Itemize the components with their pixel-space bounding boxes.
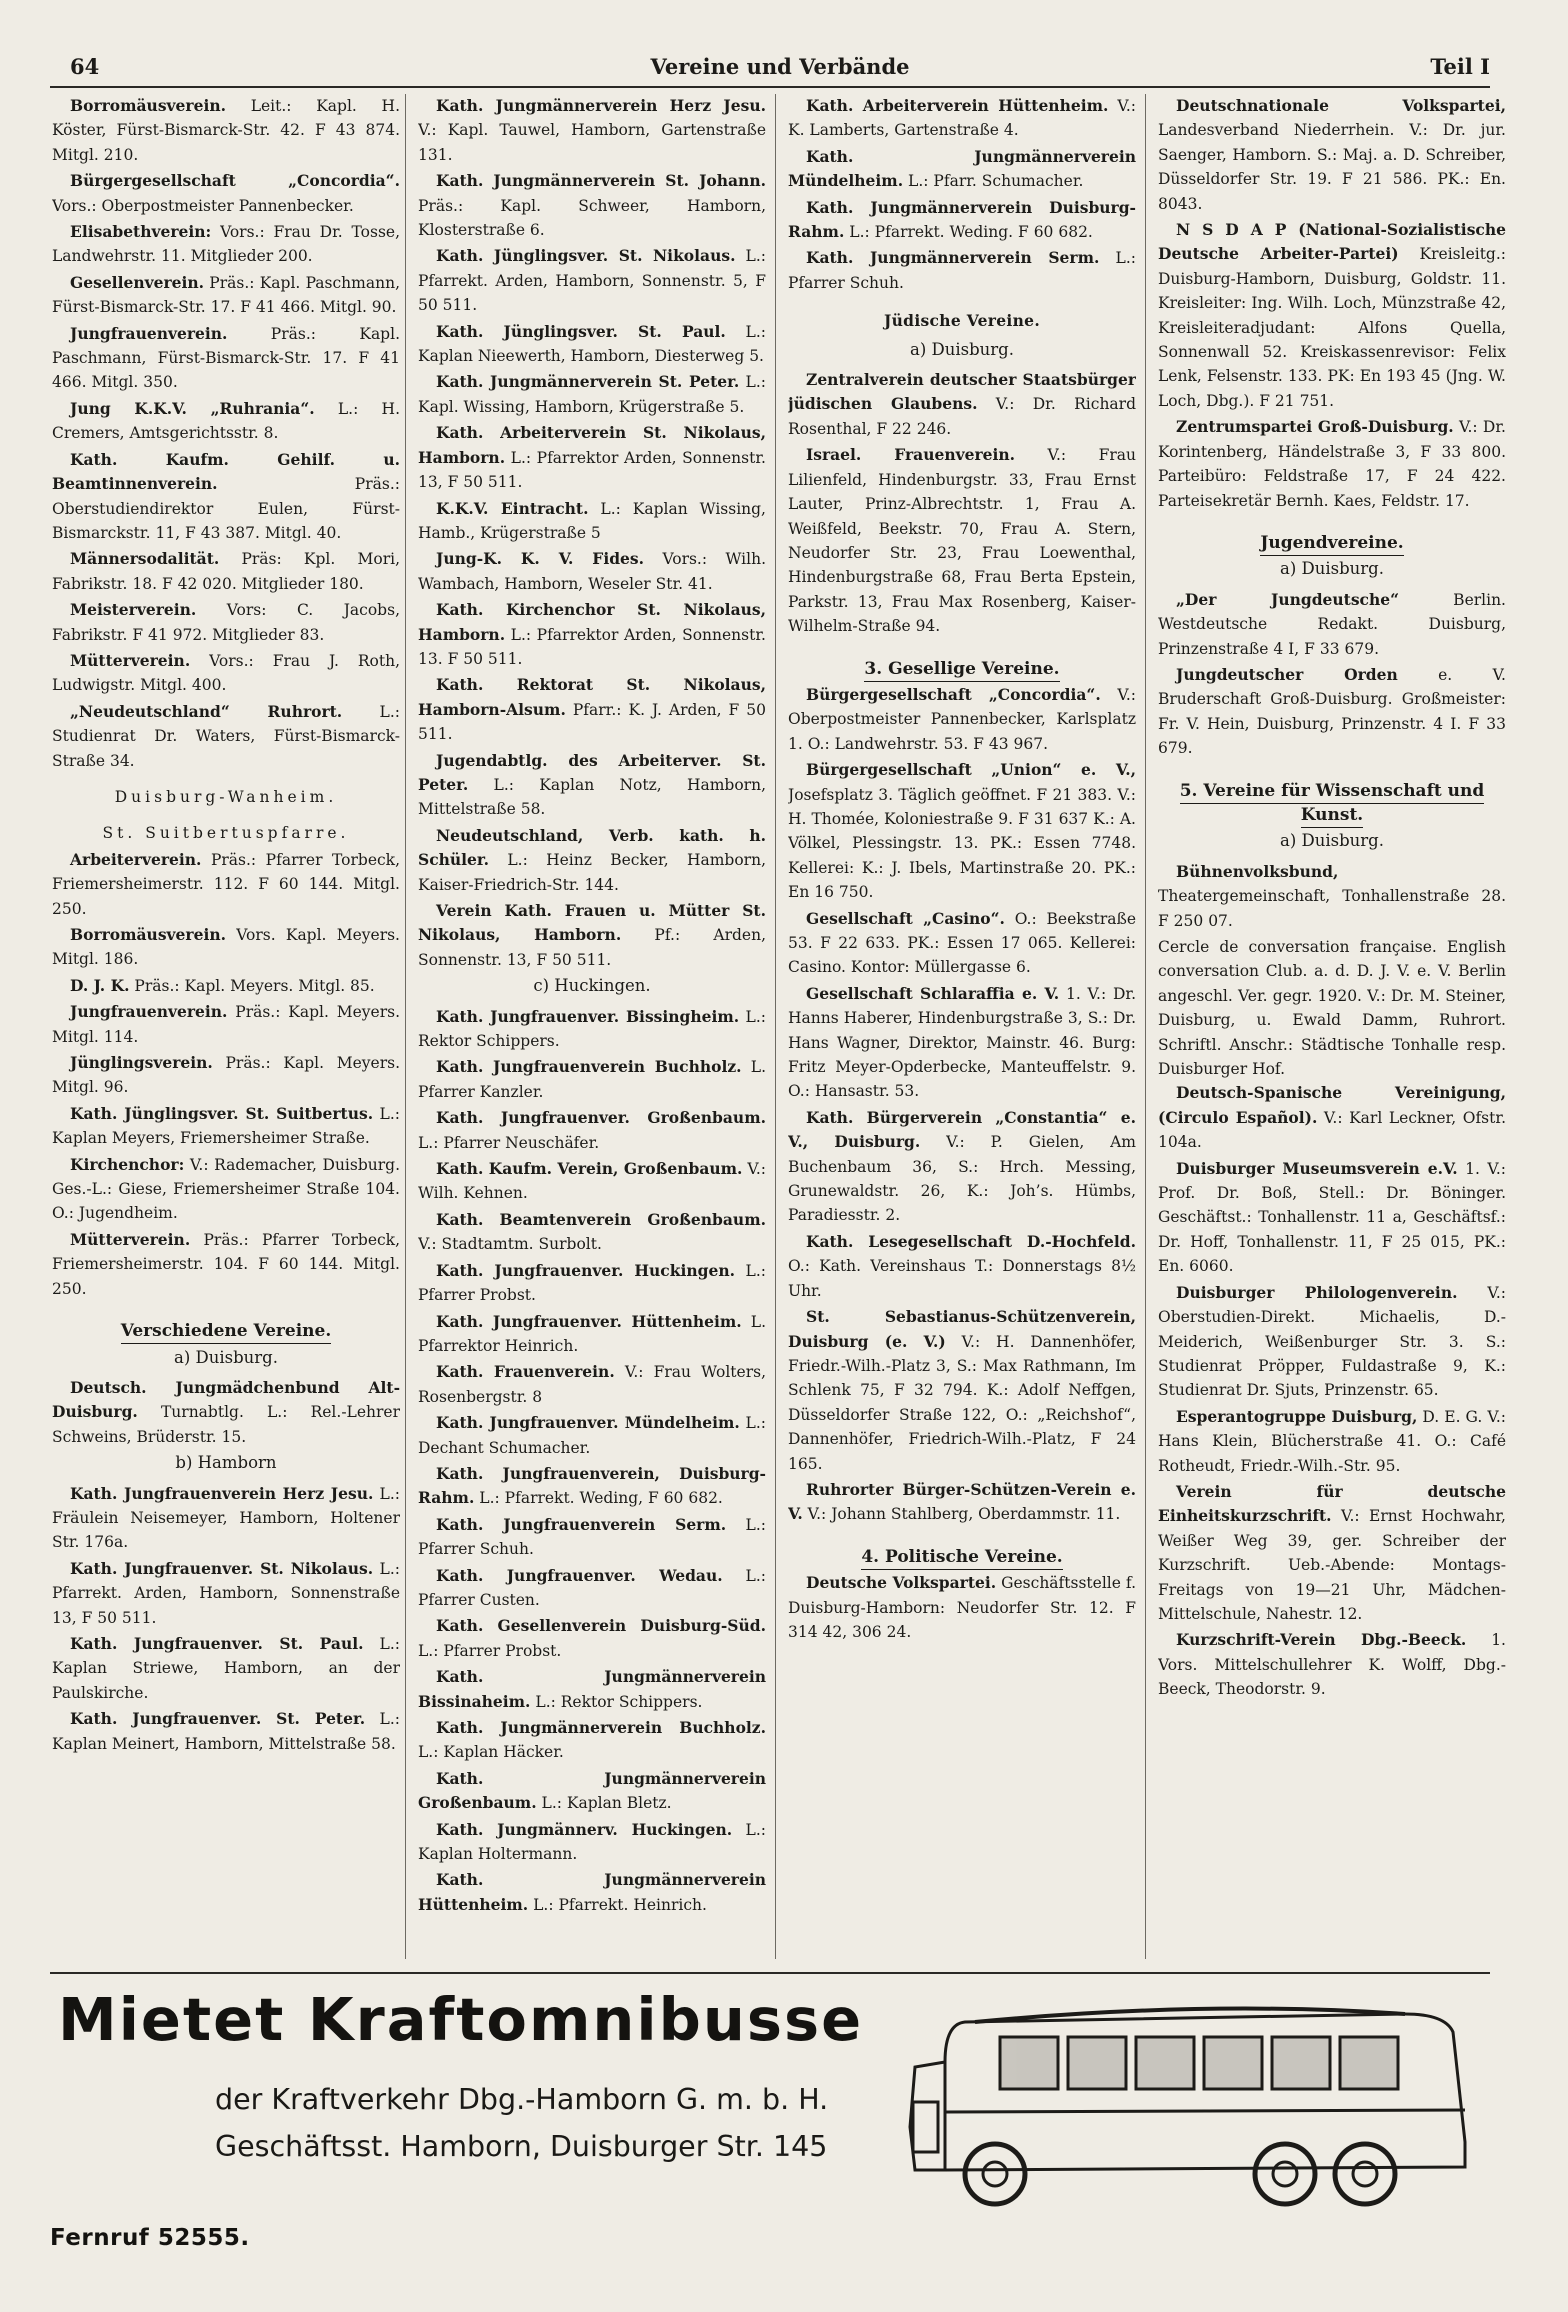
column-divider <box>405 94 406 1959</box>
entry-name: St. Sebastianus-Schützenverein, Duisburg (e. V.) <box>788 1307 1136 1351</box>
entry-name: Jungfrauenverein. <box>70 323 228 343</box>
entry-details: V.: Oberstudien-Direkt. Michaelis, D.-Meiderich, Weißenburger Str. 3. S.: Studienrat Pröpper, Fuldastraße 9, K.: Studienrat Dr. Sjuts, Prinzenstr. 65. <box>1158 1283 1506 1400</box>
entry-name: Kath. Jungfrauenver. St. Peter. <box>70 1709 366 1729</box>
entry-details: L.: Kaplan Meinert, Hamborn, Mittelstraße 58. <box>52 1710 400 1753</box>
entry-name: Kath. Jünglingsver. St. Suitbertus. <box>70 1103 374 1123</box>
section-heading <box>1158 779 1506 828</box>
entry <box>52 1557 400 1630</box>
entry <box>788 683 1136 756</box>
entry-name: Verein für deutsche Einheitskurzschrift. <box>1158 1481 1506 1526</box>
entry-details: Landesverband Niederrhein. V.: Dr. jur. Saenger, Hamborn. S.: Maj. a. D. Schreiber, Düsseldorfer Str. 19. F 21 586. PK.: En. 8043. <box>1158 121 1506 213</box>
bus-wheel <box>1353 2162 1377 2186</box>
bus-wheel <box>1273 2162 1297 2186</box>
locality-heading: Duisburg-Wanheim. <box>114 787 338 806</box>
entry <box>52 1153 400 1226</box>
entry-details: L.: Kaplan Notz, Hamborn, Mittelstraße 58. <box>418 775 766 819</box>
entry-details: L.: Dechant Schumacher. <box>418 1414 766 1457</box>
entry <box>52 1707 400 1756</box>
subsection-heading: a) Duisburg. <box>909 339 1014 359</box>
entry-name: Mütterverein. <box>70 650 191 670</box>
heading-text: 4. Politische Vereine. <box>861 1547 1062 1570</box>
entry-name: Gesellenverein. <box>70 272 205 292</box>
entry-details: L.: Pfarrekt. Weding. F 60 682. <box>844 223 1093 242</box>
entry-details: V.: Wilh. Kehnen. <box>418 1160 766 1203</box>
ad-headline: Mietet Kraftomnibusse <box>58 1985 864 2054</box>
heading-text: Jugendvereine. <box>1260 533 1403 556</box>
entry-details: O.: Kath. Vereinshaus T.: Donnerstags 8½ Uhr. <box>788 1257 1136 1300</box>
entry-details: Präs: Kpl. Mori, Fabrikstr. 18. F 42 020. Mitglieder 180. <box>52 550 400 593</box>
entry-name: Duisburger Philologenverein. <box>1176 1282 1458 1302</box>
entry-name: Kath. Arbeiterverein Hüttenheim. <box>806 96 1109 115</box>
column-1 <box>52 94 400 1964</box>
heading-text: 5. Vereine für Wissenschaft und Kunst. <box>1180 781 1485 828</box>
entry-name: Kath. Jungmännerverein Hüttenheim. <box>418 1870 766 1914</box>
entry-name: Kath. Jünglingsver. St. Paul. <box>436 321 726 341</box>
header-rule <box>50 86 1490 88</box>
entry-details: Turnabtlg. L.: Rel.-Lehrer Schweins, Brüderstr. 15. <box>52 1403 400 1446</box>
entry <box>52 1051 400 1100</box>
entry-name: Jung K.K.V. „Ruhrania“. <box>70 398 315 418</box>
entry <box>418 94 766 167</box>
entry-details: L.: H. Cremers, Amtsgerichtsstr. 8. <box>52 399 400 443</box>
entry-details: Berlin. Westdeutsche Redakt. Duisburg, Prinzenstraße 4 I, F 33 679. <box>1158 590 1506 658</box>
entry <box>418 1767 766 1816</box>
entry-details: Präs.: Oberstudiendirektor Eulen, Fürst-Bismarckstr. 11, F 43 387. Mitgl. 40. <box>52 475 400 542</box>
entry-name: Kirchenchor: <box>70 1154 185 1174</box>
entry-details: Vors.: Wilh. Wambach, Hamborn, Weseler Str. 41. <box>418 550 766 593</box>
entry <box>418 1665 766 1714</box>
entry <box>52 1228 400 1301</box>
entry <box>1158 94 1506 216</box>
entry-name: „Neudeutschland“ Ruhrort. <box>70 701 343 721</box>
entry <box>418 1564 766 1613</box>
entry-details: 1. Vors. Mittelschullehrer K. Wolff, Dbg.-Beeck, Theodorstr. 9. <box>1158 1631 1506 1699</box>
entry-name: Borromäusverein. <box>70 96 226 115</box>
bus-wheel <box>1255 2144 1315 2204</box>
entry-details: V.: H. Dannenhöfer, Friedr.-Wilh.-Platz 3, S.: Max Rathmann, Im Schlenk 75, F 32 794. K.: Adolf Neffgen, Düsseldorfer Straße 122, O.: „Reichshof“, Dannenhöfer, Friedrich-Wilh.-Platz, F 24 165. <box>788 1332 1136 1473</box>
entry <box>788 1106 1136 1228</box>
entry-details: Pf.: Arden, Sonnenstr. 13, F 50 511. <box>418 926 766 969</box>
entry <box>52 322 400 395</box>
subsection-heading: a) Duisburg. <box>1279 559 1384 579</box>
entry <box>418 749 766 822</box>
column-divider <box>775 94 776 1959</box>
entry-name: Kath. Beamtenverein Großenbaum. <box>436 1209 766 1229</box>
entry-details: Präs.: Pfarrer Torbeck, Friemersheimerstr. 104. F 60 144. Mitgl. 250. <box>52 1230 400 1298</box>
entry-name: Kath. Jungmännerverein Serm. <box>806 248 1100 268</box>
entry-details: V.: Karl Leckner, Ofstr. 104a. <box>1158 1108 1506 1152</box>
entry-details: Präs.: Kapl. Paschmann, Fürst-Bismarck-Str. 17. F 41 466. Mitgl. 350. <box>52 324 400 392</box>
entry-name: Meisterverein. <box>70 600 197 620</box>
entry-details: L.: Pfarrekt. Weding, F 60 682. <box>474 1489 723 1508</box>
entry-name: Bürgergesellschaft „Union“ e. V., <box>806 760 1136 780</box>
entry <box>1158 1480 1506 1626</box>
entry <box>418 1462 766 1511</box>
page-title: Vereine und Verbände <box>650 54 910 79</box>
entry-name: Kath. Jungmännerv. Huckingen. <box>436 1819 733 1839</box>
entry-details: V.: Stadtamtm. Surbolt. <box>418 1235 602 1254</box>
entry-name: Kath. Bürgerverein „Constantia“ e. V., Duisburg. <box>788 1107 1136 1152</box>
entry-details: V.: Kapl. Tauwel, Hamborn, Gartenstraße 131. <box>418 121 766 164</box>
entry <box>788 758 1136 904</box>
entry <box>418 421 766 494</box>
entry <box>1158 588 1506 661</box>
subsection-heading: a) Duisburg. <box>1279 831 1384 851</box>
entry <box>52 974 400 998</box>
entry-details: L.: Pfarrer Neuschäfer. <box>418 1133 600 1152</box>
page-number: 64 <box>70 54 100 79</box>
subsection-heading: b) Hamborn <box>175 1453 277 1473</box>
entry-details: V.: Dr. Richard Rosenthal, F 22 246. <box>788 395 1136 438</box>
entry-details: V.: Johann Stahlberg, Oberdammstr. 11. <box>802 1505 1121 1524</box>
entry-details: V.: Ernst Hochwahr, Weißer Weg 39, ger. Schreiber der Kurzschrift. Ueb.-Abende: Montags-Freitags von 19—21 Uhr, Mädchen-Mittelschule, Nahestr. 12. <box>1158 1507 1506 1623</box>
entry-details: Präs.: Kapl. Schweer, Hamborn, Klosterstraße 6. <box>418 196 766 240</box>
entry-details: Präs.: Kapl. Paschmann, Fürst-Bismarck-Str. 17. F 41 466. Mitgl. 90. <box>52 273 400 317</box>
entry <box>1158 1157 1506 1279</box>
entry-name: Jünglingsverein. <box>70 1053 213 1073</box>
entry <box>788 368 1136 441</box>
entry-name: Jung-K. K. V. Fides. <box>436 549 645 569</box>
entry-name: Männersodalität. <box>70 549 220 569</box>
entry <box>52 220 400 269</box>
column-2 <box>418 94 766 1964</box>
entry-details: Leit.: Kapl. H. Köster, Fürst-Bismarck-Str. 42. F 43 874. Mitgl. 210. <box>52 97 400 164</box>
entry-details: L.: Kapl. Wissing, Hamborn, Krügerstraße 5. <box>418 373 766 416</box>
section-heading <box>1158 531 1506 555</box>
entry <box>418 1055 766 1104</box>
ad-rule <box>50 1972 1490 1974</box>
entry-details: L.: Fräulein Neisemeyer, Hamborn, Holtener Str. 176a. <box>52 1484 400 1552</box>
entry-details: O.: Beekstraße 53. F 22 633. PK.: Essen 17 065. Kellerei: Casino. Kontor: Müllergasse 6. <box>788 909 1136 977</box>
entry-details: L.: Pfarrer Schuh. <box>788 249 1136 292</box>
bus-side-line <box>945 2110 1465 2112</box>
entry-name: Deutschnationale Volkspartei, <box>1176 96 1506 115</box>
entry-details: L.: Pfarrekt. Arden, Hamborn, Sonnenstraße 13, F 50 511. <box>52 1559 400 1627</box>
subsection-heading: c) Huckingen. <box>533 976 651 996</box>
entry-name: Israel. Frauenverein. <box>806 445 1016 465</box>
entry-name: Arbeiterverein. <box>70 849 202 869</box>
subsection-heading: a) Duisburg. <box>173 1347 278 1367</box>
entry <box>418 899 766 972</box>
entry-name: Kath. Jünglingsver. St. Nikolaus. <box>436 246 736 266</box>
column-divider <box>1145 94 1146 1959</box>
entry-details: L.: Kaplan Striewe, Hamborn, an der Paulskirche. <box>52 1634 400 1702</box>
entry <box>418 1259 766 1308</box>
entry-name: Mütterverein. <box>70 1229 191 1249</box>
entry-name: Borromäusverein. <box>70 925 226 944</box>
entry-details: V.: P. Gielen, Am Buchenbaum 36, S.: Hrch. Messing, Grunewaldstr. 26, K.: Joh’s. Hümbs, Paradiesstr. 2. <box>788 1133 1136 1225</box>
entry-name: Esperantogruppe Duisburg, <box>1176 1406 1418 1426</box>
entry-details: L.: Heinz Becker, Hamborn, Kaiser-Friedrich-Str. 144. <box>418 851 766 894</box>
entry-details: V.: Frau Lilienfeld, Hindenburgstr. 33, Frau Ernst Lauter, Prinz-Albrechtstr. 1, Frau A. Weißfeld, Beekstr. 70, Frau A. Stern, Neudorfer Str. 23, Frau Loewenthal, Hindenburgstraße 68, Frau Berta Epstein, Parkstr. 13, Frau Max Rosenberg, Kaiser-Wilhelm-Straße 94. <box>788 446 1136 636</box>
entry-name: Kath. Jungmännerverein St. Johann. <box>436 171 766 191</box>
entry-name: Kath. Lesegesellschaft D.-Hochfeld. <box>806 1231 1136 1251</box>
entry <box>52 1000 400 1049</box>
entry-details: Präs.: Kapl. Meyers. Mitgl. 85. <box>129 976 375 995</box>
entry-name: Jungdeutscher Orden <box>1176 664 1398 684</box>
entry <box>1158 1628 1506 1701</box>
entry <box>1158 1281 1506 1403</box>
section-heading <box>52 1319 400 1343</box>
entry-details: L.: Rektor Schippers. <box>530 1692 703 1711</box>
entry-details: L.: Pfarrekt. Heinrich. <box>528 1895 707 1914</box>
entry <box>418 1411 766 1460</box>
entry-details: L. Pfarrektor Heinrich. <box>418 1312 766 1355</box>
entry <box>418 169 766 242</box>
entry-details: Vors: C. Jacobs, Fabrikstr. F 41 972. Mitglieder 83. <box>52 601 400 644</box>
entry-details: L.: Pfarrer Probst. <box>418 1261 766 1305</box>
entry <box>52 1102 400 1151</box>
entry <box>788 94 1136 143</box>
entry <box>52 700 400 773</box>
entry-name: Kath. Jungmännerverein Duisburg-Rahm. <box>788 197 1136 242</box>
heading-text: 3. Gesellige Vereine. <box>864 659 1059 682</box>
entry-name: Kath. Jungfrauenver. St. Nikolaus. <box>70 1558 374 1578</box>
entry-name: Kurzschrift-Verein Dbg.-Beeck. <box>1176 1630 1467 1650</box>
entry-details: L.: Rektor Schippers. <box>418 1007 766 1051</box>
entry-details: Kreisleitg.: Duisburg-Hamborn, Duisburg, Goldstr. 11. Kreisleiter: Ing. Wilh. Loch, Münzstraße 42, Kreisleiteradjudant: Alfons Quella, Sonnenwall 52. Kreiskassenrevisor: Felix Lenk, Felsenstr. 133. PK: En 193 45 (Jng. W. Loch, Dbg.). F 21 751. <box>1158 245 1506 410</box>
entry <box>52 271 400 320</box>
entry <box>418 598 766 671</box>
entry <box>1158 415 1506 513</box>
entry-name: Kath. Jungfrauenverein Buchholz. <box>436 1057 742 1077</box>
ad-office-address: Geschäftsst. Hamborn, Duisburger Str. 145 <box>215 2130 828 2163</box>
entry-name: Duisburger Museumsverein e.V. <box>1176 1158 1458 1178</box>
heading-text: Verschiedene Vereine. <box>121 1321 332 1344</box>
entry <box>418 1310 766 1359</box>
entry-name: Deutsche Volkspartei. <box>806 1573 997 1593</box>
entry-details: L.: Studienrat Dr. Waters, Fürst-Bismarck-Straße 34. <box>52 702 400 770</box>
section-heading: Jüdische Vereine. <box>883 311 1041 331</box>
entry <box>418 497 766 546</box>
entry-name: Bühnenvolksbund, <box>1176 861 1339 881</box>
entry <box>788 1305 1136 1476</box>
locality-heading: St. Suitbertuspfarre. <box>102 824 350 843</box>
entry-name: Kath. Jungfrauenver. Mündelheim. <box>436 1413 740 1433</box>
entry <box>418 1513 766 1562</box>
entry-details: V.: Oberpostmeister Pannenbecker, Karlsplatz 1. O.: Landwehrstr. 53. F 43 967. <box>788 685 1136 753</box>
entry <box>418 824 766 897</box>
entry <box>418 244 766 317</box>
entry-details: L.: Pfarr. Schumacher. <box>903 172 1084 191</box>
entry <box>52 547 400 596</box>
entry-name: Kath. Jungfrauenver. Bissingheim. <box>436 1006 740 1026</box>
entry <box>418 1868 766 1917</box>
entry <box>52 923 400 972</box>
entry-details: V.: K. Lamberts, Gartenstraße 4. <box>788 97 1136 140</box>
entry-name: Kath. Jungfrauenverein, Duisburg-Rahm. <box>418 1463 766 1508</box>
entry-name: Jungfrauenverein. <box>70 1002 228 1022</box>
entry-details: 1. V.: Prof. Dr. Boß, Stell.: Dr. Böninger. Geschäftst.: Tonhallenstr. 11 a, Geschäftsf.: Dr. Hoff, Tonhallenstr. 11, F 25 015, PK.: En. 6060. <box>1158 1159 1506 1276</box>
bus-wheel <box>965 2144 1025 2204</box>
entry <box>418 320 766 369</box>
entry-details: L.: Pfarrer Custen. <box>418 1566 766 1609</box>
column-3 <box>788 94 1136 1964</box>
entry <box>52 1482 400 1555</box>
entry <box>418 1716 766 1765</box>
entry-name: Kath. Jungfrauenver. Huckingen. <box>436 1260 735 1280</box>
entry-details: V.: Rademacher, Duisburg. Ges.-L.: Giese, Friemersheimer Straße 104. O.: Jugendheim. <box>52 1155 400 1223</box>
entry <box>418 1005 766 1054</box>
entry <box>52 94 400 167</box>
entry-name: Gesellschaft „Casino“. <box>806 908 1005 928</box>
entry <box>418 673 766 746</box>
entry <box>788 1571 1136 1644</box>
entry-details: L.: Kaplan Holtermann. <box>418 1820 766 1864</box>
entry <box>52 598 400 647</box>
column-4 <box>1158 94 1506 1964</box>
entry-name: K.K.V. Eintracht. <box>436 498 589 518</box>
entry-details: Vors. Kapl. Meyers. Mitgl. 186. <box>52 926 400 969</box>
entry-name: D. J. K. <box>70 975 130 995</box>
entry <box>52 649 400 698</box>
entry-details: L.: Pfarrektor Arden, Sonnenstr. 13. F 50 511. <box>418 625 766 668</box>
entry-details: L.: Pfarrekt. Arden, Hamborn, Sonnenstr. 5, F 50 511. <box>418 247 766 315</box>
entry-name: Neudeutschland, Verb. kath. h. Schüler. <box>418 825 766 870</box>
entry-name: Kath. Rektorat St. Nikolaus, Hamborn-Alsum. <box>418 675 766 719</box>
entry-name: Kath. Jungmännerverein St. Peter. <box>436 372 740 392</box>
entry-name: Kath. Jungmännerverein Buchholz. <box>436 1718 766 1737</box>
entry-name: Kath. Jungfrauenver. St. Paul. <box>70 1633 364 1653</box>
entry <box>418 1157 766 1206</box>
entry-name: Kath. Jungmännerverein Mündelheim. <box>788 146 1136 191</box>
entry <box>52 1376 400 1449</box>
entry-details: Geschäftsstelle f. Duisburg-Hamborn: Neudorfer Str. 12. F 314 42, 306 24. <box>788 1574 1136 1641</box>
entry-details: Pfarr.: K. J. Arden, F 50 511. <box>418 700 766 744</box>
entry-name: Bürgergesellschaft „Concordia“. <box>70 171 400 191</box>
entry-details: V.: Frau Wolters, Rosenbergstr. 8 <box>418 1363 766 1406</box>
entry <box>1158 1405 1506 1478</box>
entry-details: L.: Kaplan Nieewerth, Hamborn, Diesterweg 5. <box>418 322 766 366</box>
entry <box>52 397 400 446</box>
section-part: Teil I <box>1430 54 1490 79</box>
entry-details: L.: Kaplan Wissing, Hamb., Krügerstraße 5 <box>418 499 766 542</box>
entry <box>1158 663 1506 761</box>
entry-details: Präs.: Kapl. Meyers. Mitgl. 114. <box>52 1003 400 1046</box>
entry-name: Kath. Arbeiterverein St. Nikolaus, Hamborn. <box>418 423 766 467</box>
section-heading <box>788 1545 1136 1569</box>
ad-company: der Kraftverkehr Dbg.-Hamborn G. m. b. H. <box>215 2083 829 2116</box>
entry <box>418 370 766 419</box>
entry-details: Präs.: Kapl. Meyers. Mitgl. 96. <box>52 1054 400 1097</box>
entry-name: N S D A P (National-Sozialistische Deutsche Arbeiter-Partei) <box>1158 220 1506 264</box>
entry-name: Deutsch-Spanische Vereinigung, (Circulo Español). <box>1158 1083 1506 1127</box>
entry-name: Kath. Kirchenchor St. Nikolaus, Hamborn. <box>418 600 766 644</box>
entry-details: 1. V.: Dr. Hanns Haberer, Hindenburgstraße 3, S.: Dr. Hans Wagner, Direktor, Mainstr. 46. Burg: Fritz Meyer-Opderbecke, Manteuffelstr. 9. O.: Hansastr. 53. <box>788 984 1136 1101</box>
omnibus-illustration <box>905 1992 1490 2222</box>
section-heading <box>788 657 1136 681</box>
entry-name: Deutsch. Jungmädchenbund Alt-Duisburg. <box>52 1377 400 1422</box>
bus-cab <box>910 2062 945 2170</box>
entry <box>788 1230 1136 1303</box>
entry <box>1158 218 1506 413</box>
entry <box>418 1614 766 1663</box>
entry-name: Gesellschaft Schlaraffia e. V. <box>806 983 1060 1003</box>
bus-grille <box>913 2102 938 2152</box>
entry <box>52 1632 400 1705</box>
entry <box>418 547 766 596</box>
entry <box>418 1360 766 1409</box>
entry <box>52 448 400 546</box>
entry-name: Verein Kath. Frauen u. Mütter St. Nikolaus, Hamborn. <box>418 901 766 945</box>
entry-name: Zentralverein deutscher Staatsbürger jüdischen Glaubens. <box>788 370 1136 414</box>
entry <box>788 196 1136 245</box>
entry: Cercle de conversation française. English conversation Club. a. d. D. J. V. e. V. Berlin angeschl. Ver. gegr. 1920. V.: Dr. M. Steiner, Duisburg, u. Ewald Damm, Ruhrort. Schriftl. Anschr.: Städtische Tonhalle resp. Duisburger Hof. <box>1158 938 1506 1079</box>
entry-details: L.: Kaplan Häcker. <box>418 1743 564 1762</box>
entry-details: D. E. G. V.: Hans Klein, Blücherstraße 41. O.: Café Rotheudt, Friedr.-Wilh.-Str. 95. <box>1158 1407 1506 1475</box>
entry <box>788 982 1136 1104</box>
entry-name: Kath. Jungfrauenver. Wedau. <box>436 1565 723 1585</box>
entry-name: Kath. Jungfrauenver. Hüttenheim. <box>436 1311 742 1331</box>
entry <box>1158 860 1506 933</box>
bus-wheel <box>1335 2144 1395 2204</box>
entry-name: Kath. Frauenverein. <box>436 1362 615 1382</box>
entry-details: L.: Pfarrer Schuh. <box>418 1515 766 1559</box>
entry-name: Kath. Gesellenverein Duisburg-Süd. <box>436 1616 766 1636</box>
entry <box>418 1818 766 1867</box>
entry <box>788 246 1136 295</box>
entry-details: V.: Dr. Korintenberg, Händelstraße 3, F 33 800. Parteibüro: Feldstraße 17, F 24 422. Parteisekretär Bernh. Kaes, Feldstr. 17. <box>1158 418 1506 510</box>
entry <box>418 1106 766 1155</box>
entry-name: Elisabethverein: <box>70 222 212 242</box>
entry-details: L.: Kaplan Meyers, Friemersheimer Straße. <box>52 1104 400 1148</box>
entry <box>788 1478 1136 1527</box>
entry-name: Kath. Jungmännerverein Großenbaum. <box>418 1768 766 1813</box>
entry-details: Vors.: Frau J. Roth, Ludwigstr. Mitgl. 400. <box>52 651 400 695</box>
entry-details: Präs.: Pfarrer Torbeck, Friemersheimerstr. 112. F 60 144. Mitgl. 250. <box>52 850 400 918</box>
entry-name: Kath. Jungfrauenver. Großenbaum. <box>436 1108 766 1128</box>
page-header <box>70 50 1490 86</box>
entry <box>1158 1081 1506 1154</box>
entry-details: Theatergemeinschaft, Tonhallenstraße 28. F 250 07. <box>1158 887 1506 930</box>
entry-details: Josefsplatz 3. Täglich geöffnet. F 21 383. V.: H. Thomée, Koloniestraße 9. F 31 637 K.: A. Völkel, Plessingstr. 13. PK.: Essen 7748. Kellerei: K.: J. Ibels, Martinstraße 20. PK.: En 16 750. <box>788 785 1136 902</box>
entry-details: Vors.: Frau Dr. Tosse, Landwehrstr. 11. Mitglieder 200. <box>52 223 400 266</box>
entry-name: „Der Jungdeutsche“ <box>1176 589 1400 609</box>
bus-wheel <box>983 2162 1007 2186</box>
entry <box>788 145 1136 194</box>
entry-details: Vors.: Oberpostmeister Pannenbecker. <box>52 196 354 215</box>
entry-name: Kath. Jungmännerverein Bissinaheim. <box>418 1667 766 1711</box>
entry-details: L.: Pfarrektor Arden, Sonnenstr. 13, F 50 511. <box>418 448 766 492</box>
entry-name: Zentrumspartei Groß-Duisburg. <box>1176 417 1454 437</box>
entry-name: Kath. Kaufm. Gehilf. u. Beamtinnenverein. <box>52 449 400 494</box>
entry-details: L. Pfarrer Kanzler. <box>418 1058 766 1101</box>
entry <box>418 1208 766 1257</box>
entry <box>52 169 400 218</box>
entry <box>52 848 400 921</box>
entry-name: Jugendabtlg. des Arbeiterver. St. Peter. <box>418 750 766 794</box>
entry-details: L.: Kaplan Bletz. <box>536 1794 672 1813</box>
entry-name: Kath. Kaufm. Verein, Großenbaum. <box>436 1159 743 1179</box>
ad-phone: Fernruf 52555. <box>50 2225 250 2251</box>
entry-name: Kath. Jungfrauenverein Serm. <box>436 1514 727 1534</box>
entry <box>788 443 1136 638</box>
entry-name: Kath. Jungfrauenverein Herz Jesu. <box>70 1483 374 1503</box>
entry <box>788 907 1136 980</box>
entry-name: Ruhrorter Bürger-Schützen-Verein e. V. <box>788 1479 1136 1524</box>
entry-details: L.: Pfarrer Probst. <box>418 1641 562 1660</box>
entry-name: Kath. Jungmännerverein Herz Jesu. <box>436 96 766 115</box>
entry-details: e. V. Bruderschaft Groß-Duisburg. Großmeister: Fr. V. Hein, Duisburg, Prinzenstr. 4 I. F 33 679. <box>1158 665 1506 758</box>
entry-name: Bürgergesellschaft „Concordia“. <box>806 684 1101 704</box>
